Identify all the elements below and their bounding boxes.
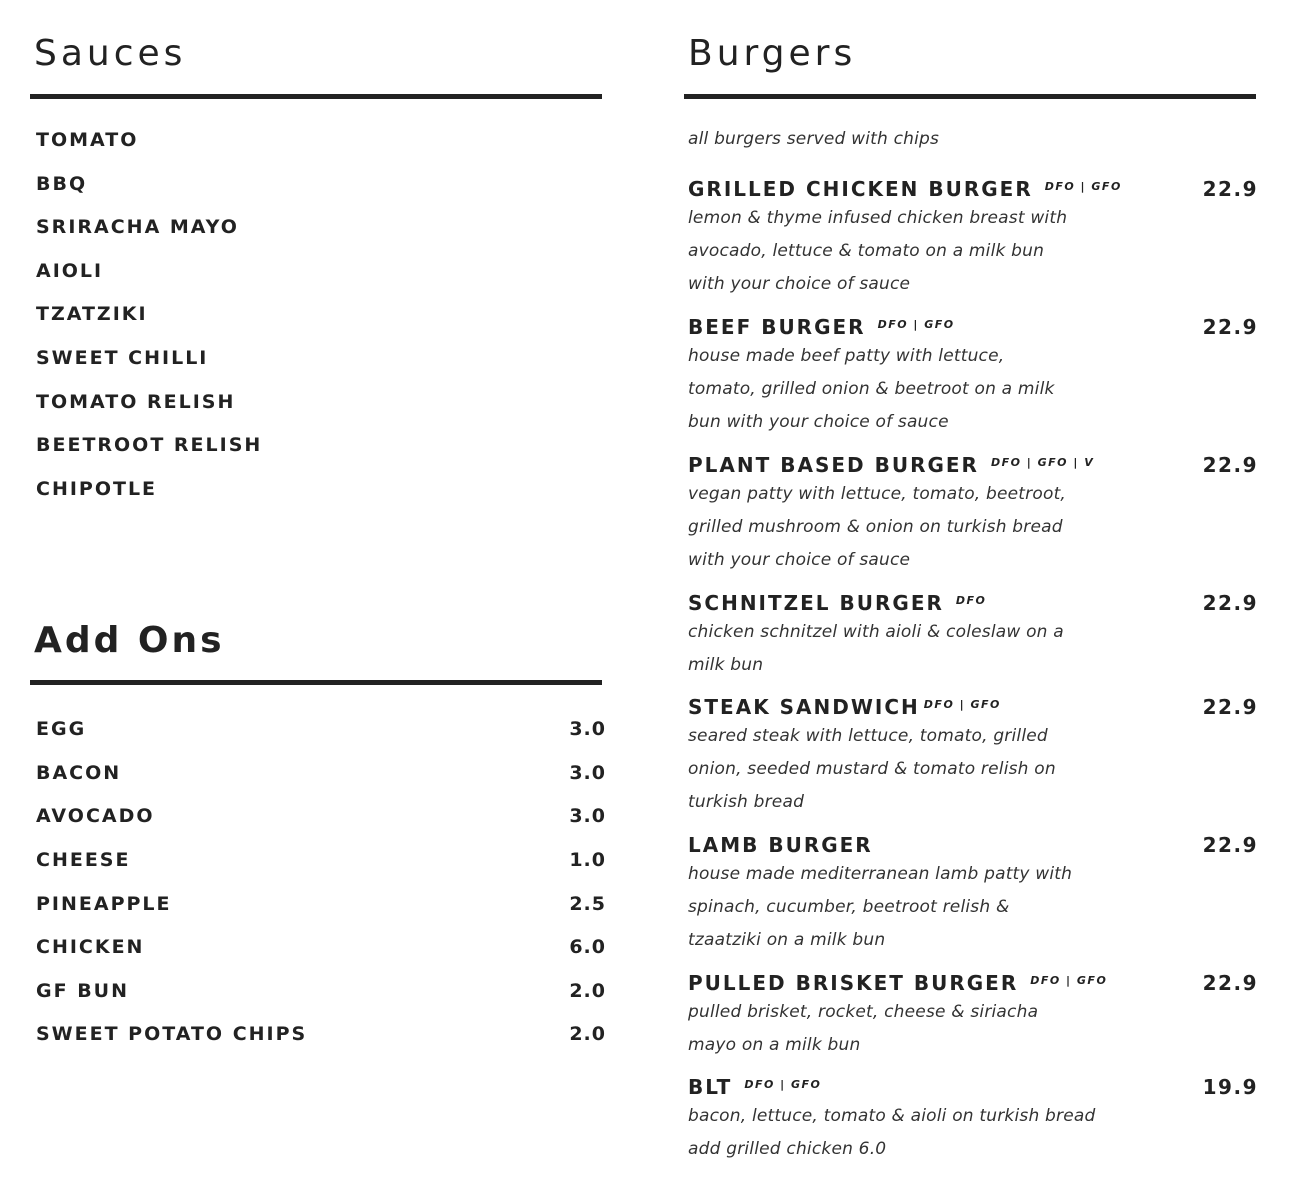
burgers-heading: Burgers [688,33,857,74]
item-description [688,202,1258,301]
sauce-item: TOMATO [36,129,139,151]
addon-name: EGG [36,718,87,740]
menu-item [688,694,1258,819]
item-description [688,996,1258,1062]
addon-price: 2.0 [569,980,606,1002]
description-line: milk bun [688,655,764,675]
item-description [688,858,1258,957]
item-name: LAMB BURGER [688,833,873,857]
addon-row [36,979,606,1003]
dietary-tags: DFO | GFO [923,698,1001,711]
burgers-intro: all burgers served with chips [688,129,940,149]
addon-name: BACON [36,762,122,784]
addon-row [36,717,606,741]
dietary-tags: DFO | GFO [1030,974,1108,987]
item-price: 22.9 [1202,177,1258,201]
menu-item [688,452,1258,577]
item-price: 19.9 [1202,1075,1258,1099]
menu-item [688,1074,1258,1166]
dietary-tags: DFO | GFO | V [990,456,1095,469]
description-line: with your choice of sauce [688,274,911,294]
description-line: tomato, grilled onion & beetroot on a milk [688,379,1055,399]
addons-heading: Add Ons [34,620,225,661]
addon-price: 3.0 [569,805,606,827]
description-line: onion, seeded mustard & tomato relish on [688,759,1056,779]
description-line: spinach, cucumber, beetroot relish & [688,897,1010,917]
sauce-item: SWEET CHILLI [36,347,209,369]
item-price: 22.9 [1202,695,1258,719]
addon-price: 6.0 [569,936,606,958]
sauce-item: TZATZIKI [36,303,148,325]
sauce-item: SRIRACHA MAYO [36,216,239,238]
item-name: PLANT BASED BURGER [688,453,979,477]
item-name: BEEF BURGER [688,315,866,339]
description-line: vegan patty with lettuce, tomato, beetroot, [688,484,1067,504]
description-line: bacon, lettuce, tomato & aioli on turkish bread [688,1106,1096,1126]
description-line: pulled brisket, rocket, cheese & siriacha [688,1002,1039,1022]
item-price: 22.9 [1202,591,1258,615]
addon-row [36,892,606,916]
description-line: lemon & thyme infused chicken breast with [688,208,1068,228]
addon-name: AVOCADO [36,805,155,827]
addon-price: 1.0 [569,849,606,871]
description-line: turkish bread [688,792,805,812]
addon-name: PINEAPPLE [36,893,172,915]
item-price: 22.9 [1202,971,1258,995]
sauce-item: BBQ [36,173,88,195]
addon-name: CHICKEN [36,936,145,958]
addon-price: 3.0 [569,718,606,740]
addon-name: SWEET POTATO CHIPS [36,1023,308,1045]
addon-row [36,935,606,959]
description-line: avocado, lettuce & tomato on a milk bun [688,241,1045,261]
item-description [688,616,1258,682]
description-line: mayo on a milk bun [688,1035,861,1055]
description-line: seared steak with lettuce, tomato, grilled [688,726,1048,746]
item-price: 22.9 [1202,833,1258,857]
addon-row [36,1022,606,1046]
description-line: grilled mushroom & onion on turkish bread [688,517,1063,537]
description-line: bun with your choice of sauce [688,412,949,432]
addon-row [36,761,606,785]
item-price: 22.9 [1202,453,1258,477]
item-description [688,340,1258,439]
description-line: tzaatziki on a milk bun [688,930,886,950]
addon-price: 2.0 [569,1023,606,1045]
sauce-item: AIOLI [36,260,104,282]
item-name: BLT [688,1075,733,1099]
item-name: SCHNITZEL BURGER [688,591,944,615]
menu-item [688,176,1258,301]
dietary-tags: DFO | GFO [744,1078,822,1091]
menu-item [688,590,1258,682]
description-line: chicken schnitzel with aioli & coleslaw on a [688,622,1064,642]
menu-item [688,970,1258,1062]
item-name: PULLED BRISKET BURGER [688,971,1019,995]
sauce-item: BEETROOT RELISH [36,434,263,456]
dietary-tags: DFO | GFO [1044,180,1122,193]
description-line: add grilled chicken 6.0 [688,1139,887,1159]
item-description [688,720,1258,819]
sauces-divider [30,94,602,99]
sauces-heading: Sauces [34,33,187,74]
addon-price: 2.5 [569,893,606,915]
menu-item [688,314,1258,439]
addon-row [36,804,606,828]
item-price: 22.9 [1202,315,1258,339]
description-line: house made beef patty with lettuce, [688,346,1005,366]
sauce-item: CHIPOTLE [36,478,158,500]
addon-price: 3.0 [569,762,606,784]
item-name: GRILLED CHICKEN BURGER [688,177,1033,201]
burgers-divider [684,94,1256,99]
dietary-tags: DFO | GFO [877,318,955,331]
menu-item [688,832,1258,957]
addon-name: CHEESE [36,849,131,871]
addons-divider [30,680,602,685]
dietary-tags: DFO [955,594,987,607]
item-name: STEAK SANDWICH [688,695,920,719]
item-description [688,478,1258,577]
item-description [688,1100,1258,1166]
addon-name: GF BUN [36,980,130,1002]
addon-row [36,848,606,872]
sauce-item: TOMATO RELISH [36,391,236,413]
description-line: house made mediterranean lamb patty with [688,864,1073,884]
description-line: with your choice of sauce [688,550,911,570]
